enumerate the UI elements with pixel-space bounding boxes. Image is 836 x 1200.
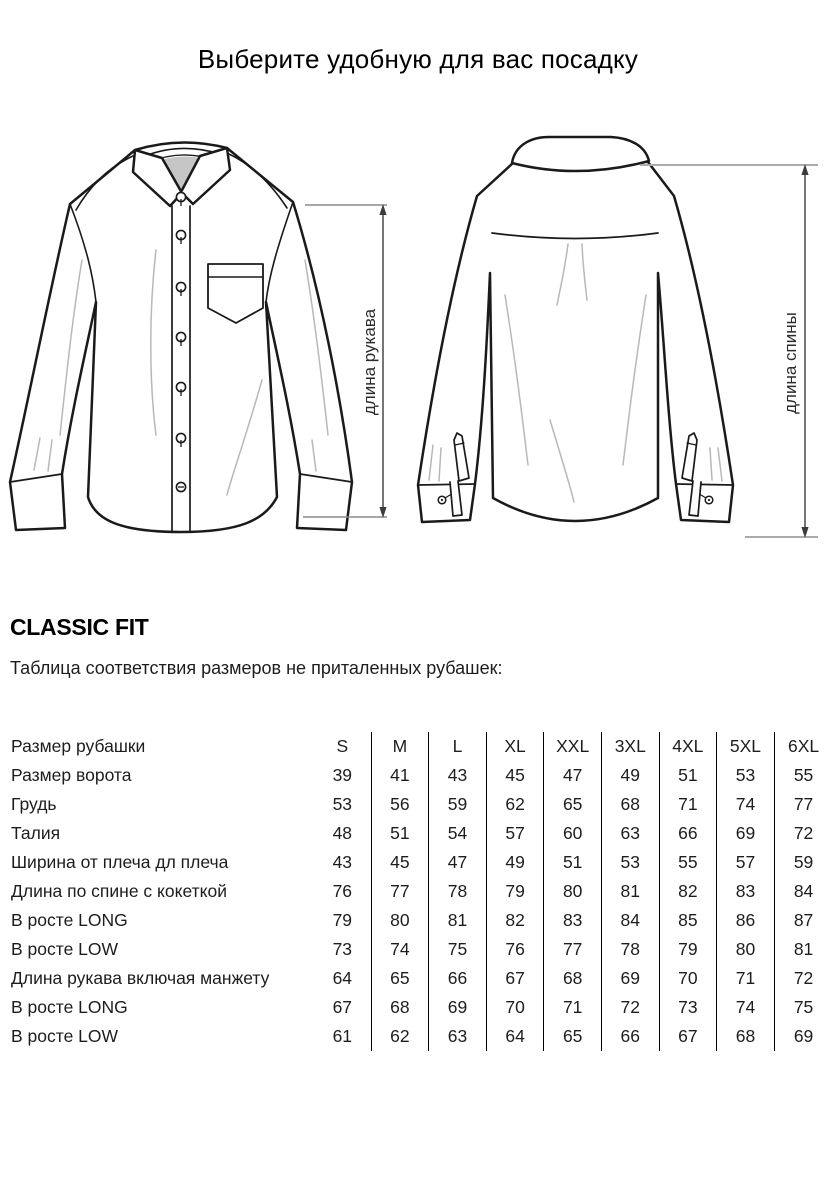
size-value-cell: 84 bbox=[602, 906, 660, 935]
size-value-cell: 45 bbox=[487, 761, 545, 790]
size-value-cell: 69 bbox=[602, 964, 660, 993]
size-value-cell: 83 bbox=[544, 906, 602, 935]
size-value-cell: 78 bbox=[602, 935, 660, 964]
size-column-header: XXL bbox=[544, 732, 602, 761]
size-value-cell: 62 bbox=[372, 1022, 430, 1051]
size-value-cell: 57 bbox=[487, 819, 545, 848]
size-value-cell: 69 bbox=[429, 993, 487, 1022]
size-column-header: S bbox=[314, 732, 372, 761]
row-label: В росте LONG bbox=[11, 997, 128, 1017]
size-value-cell: 57 bbox=[717, 848, 775, 877]
size-value-cell: 72 bbox=[602, 993, 660, 1022]
row-label: В росте LONG bbox=[11, 910, 128, 930]
size-value-cell: 51 bbox=[372, 819, 430, 848]
size-value-cell: 68 bbox=[372, 993, 430, 1022]
size-value-cell: 75 bbox=[793, 997, 814, 1017]
size-value-cell: 53 bbox=[717, 761, 775, 790]
size-value-cell: 56 bbox=[372, 790, 430, 819]
size-value-cell: 67 bbox=[487, 964, 545, 993]
page-title: Выберите удобную для вас посадку bbox=[197, 44, 639, 74]
size-value-cell: 53 bbox=[314, 790, 372, 819]
size-column-header: 3XL bbox=[602, 732, 660, 761]
size-value-cell: 48 bbox=[314, 819, 372, 848]
size-value-cell: 70 bbox=[487, 993, 545, 1022]
size-value-cell: 45 bbox=[372, 848, 430, 877]
row-label: В росте LOW bbox=[11, 1026, 119, 1046]
size-value-cell: 55 bbox=[793, 765, 814, 785]
size-value-cell: 73 bbox=[660, 993, 718, 1022]
size-value-cell: 71 bbox=[660, 790, 718, 819]
size-value-cell: 70 bbox=[660, 964, 718, 993]
size-table-row bbox=[10, 819, 832, 848]
size-value-cell: 73 bbox=[314, 935, 372, 964]
size-table-row bbox=[10, 964, 832, 993]
size-value-cell: 47 bbox=[429, 848, 487, 877]
size-value-cell: 74 bbox=[717, 790, 775, 819]
size-value-cell: 80 bbox=[372, 906, 430, 935]
size-value-cell: 62 bbox=[487, 790, 545, 819]
back-length-label: длина спины bbox=[781, 312, 800, 414]
size-value-cell: 63 bbox=[602, 819, 660, 848]
size-value-cell: 75 bbox=[429, 935, 487, 964]
size-column-header: M bbox=[372, 732, 430, 761]
size-value-cell: 53 bbox=[602, 848, 660, 877]
size-table-row bbox=[10, 1022, 832, 1051]
size-table bbox=[10, 732, 832, 1051]
size-value-cell: 86 bbox=[717, 906, 775, 935]
size-value-cell: 65 bbox=[544, 1022, 602, 1051]
size-value-cell: 79 bbox=[314, 906, 372, 935]
size-value-cell: 68 bbox=[544, 964, 602, 993]
size-value-cell: 81 bbox=[602, 877, 660, 906]
size-value-cell: 80 bbox=[717, 935, 775, 964]
size-value-cell: 81 bbox=[429, 906, 487, 935]
size-value-cell: 78 bbox=[429, 877, 487, 906]
size-value-cell: 43 bbox=[314, 848, 372, 877]
size-value-cell: 51 bbox=[544, 848, 602, 877]
size-value-cell: 49 bbox=[487, 848, 545, 877]
shirt-front-drawing bbox=[0, 130, 400, 570]
size-value-cell: 77 bbox=[372, 877, 430, 906]
size-value-cell: 59 bbox=[793, 852, 814, 872]
size-table-row bbox=[10, 993, 832, 1022]
size-value-cell: 84 bbox=[793, 881, 814, 901]
size-value-cell: 68 bbox=[717, 1022, 775, 1051]
size-value-cell: 66 bbox=[429, 964, 487, 993]
size-column-header: XL bbox=[487, 732, 545, 761]
shirt-back-drawing bbox=[400, 130, 836, 570]
size-table-row bbox=[10, 935, 832, 964]
size-value-cell: 69 bbox=[793, 1026, 814, 1046]
row-label: Грудь bbox=[11, 794, 57, 814]
size-value-cell: 79 bbox=[660, 935, 718, 964]
row-label: Талия bbox=[11, 823, 61, 843]
size-value-cell: 69 bbox=[717, 819, 775, 848]
size-table-row bbox=[10, 877, 832, 906]
size-value-cell: 71 bbox=[717, 964, 775, 993]
size-value-cell: 39 bbox=[314, 761, 372, 790]
size-value-cell: 63 bbox=[429, 1022, 487, 1051]
size-value-cell: 68 bbox=[602, 790, 660, 819]
size-value-cell: 41 bbox=[372, 761, 430, 790]
size-value-cell: 87 bbox=[793, 910, 814, 930]
size-column-header: 4XL bbox=[660, 732, 718, 761]
size-value-cell: 47 bbox=[544, 761, 602, 790]
size-value-cell: 60 bbox=[544, 819, 602, 848]
size-value-cell: 76 bbox=[314, 877, 372, 906]
size-value-cell: 85 bbox=[660, 906, 718, 935]
size-value-cell: 64 bbox=[314, 964, 372, 993]
size-column-header: 6XL bbox=[787, 736, 820, 756]
size-value-cell: 51 bbox=[660, 761, 718, 790]
size-value-cell: 80 bbox=[544, 877, 602, 906]
size-value-cell: 79 bbox=[487, 877, 545, 906]
size-value-cell: 43 bbox=[429, 761, 487, 790]
size-value-cell: 49 bbox=[602, 761, 660, 790]
size-value-cell: 64 bbox=[487, 1022, 545, 1051]
size-value-cell: 67 bbox=[314, 993, 372, 1022]
row-label: Размер ворота bbox=[11, 765, 132, 785]
size-column-header: L bbox=[429, 732, 487, 761]
row-label: Длина рукава включая манжету bbox=[11, 968, 270, 988]
size-value-cell: 76 bbox=[487, 935, 545, 964]
size-value-cell: 54 bbox=[429, 819, 487, 848]
row-label: Ширина от плеча дл плеча bbox=[11, 852, 229, 872]
size-value-cell: 55 bbox=[660, 848, 718, 877]
row-label: Размер рубашки bbox=[11, 736, 146, 756]
size-table-row bbox=[10, 761, 832, 790]
size-table-row bbox=[10, 790, 832, 819]
size-value-cell: 77 bbox=[544, 935, 602, 964]
size-table-header-row bbox=[10, 732, 832, 761]
size-value-cell: 66 bbox=[602, 1022, 660, 1051]
row-label: Длина по спине с кокеткой bbox=[11, 881, 228, 901]
size-value-cell: 81 bbox=[793, 939, 814, 959]
size-table-row bbox=[10, 848, 832, 877]
size-value-cell: 71 bbox=[544, 993, 602, 1022]
size-column-header: 5XL bbox=[717, 732, 775, 761]
size-value-cell: 67 bbox=[660, 1022, 718, 1051]
size-value-cell: 72 bbox=[793, 823, 814, 843]
size-value-cell: 59 bbox=[429, 790, 487, 819]
size-table-row bbox=[10, 906, 832, 935]
size-value-cell: 72 bbox=[793, 968, 814, 988]
size-value-cell: 74 bbox=[372, 935, 430, 964]
size-value-cell: 74 bbox=[717, 993, 775, 1022]
size-value-cell: 83 bbox=[717, 877, 775, 906]
size-value-cell: 77 bbox=[793, 794, 814, 814]
size-value-cell: 66 bbox=[660, 819, 718, 848]
size-table-description: Таблица соответствия размеров не приталенных рубашек: bbox=[10, 658, 503, 678]
size-value-cell: 65 bbox=[544, 790, 602, 819]
size-value-cell: 61 bbox=[314, 1022, 372, 1051]
size-value-cell: 82 bbox=[487, 906, 545, 935]
row-label: В росте LOW bbox=[11, 939, 119, 959]
size-value-cell: 82 bbox=[660, 877, 718, 906]
shirt-size-diagram bbox=[0, 130, 836, 575]
sleeve-length-label: длина рукава bbox=[360, 308, 379, 416]
size-value-cell: 65 bbox=[372, 964, 430, 993]
classic-fit-heading: CLASSIC FIT bbox=[10, 614, 149, 640]
